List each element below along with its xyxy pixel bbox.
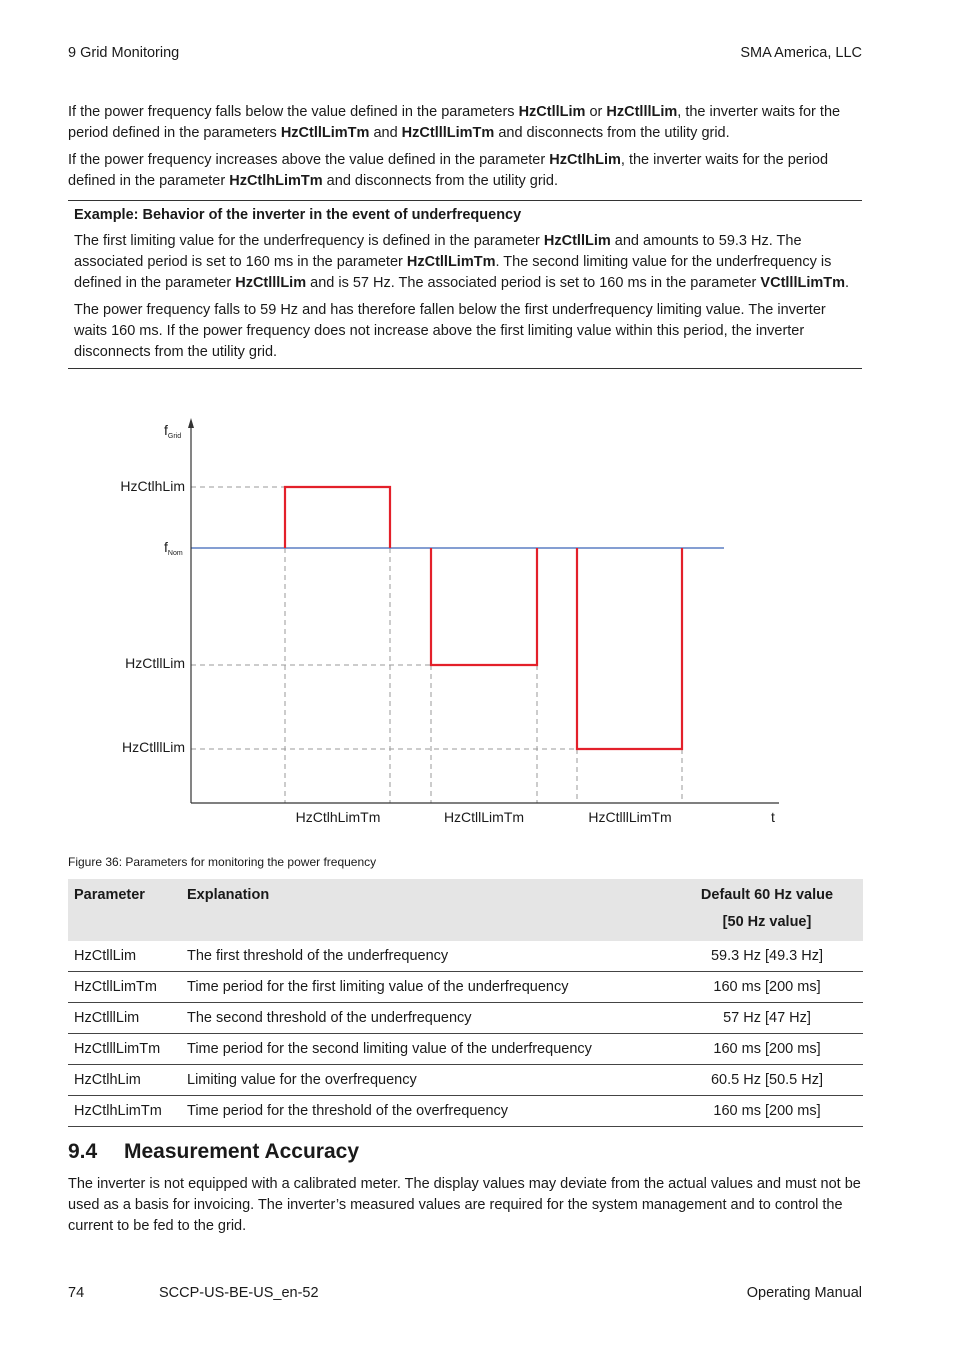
running-header-company: SMA America, LLC — [740, 45, 862, 61]
header-default-line-2: [50 Hz value] — [722, 914, 812, 930]
cell-explanation: The first threshold of the underfrequency — [181, 941, 671, 972]
text-run: and amounts to 59.3 Hz. The associated period is set to 160 ms in the parameter — [74, 233, 802, 270]
table-row — [68, 1034, 863, 1065]
level-label-hzctllim: HzCtllLim — [125, 655, 185, 671]
example-box — [68, 200, 862, 369]
time-label-hzctllimtm: HzCtllLimTm — [443, 809, 525, 825]
table-header-row — [68, 879, 863, 941]
cell-default: 59.3 Hz [49.3 Hz] — [671, 941, 863, 972]
example-paragraph-2: The power frequency falls to 59 Hz and has therefore fallen below the first underfrequency limiting value. The inverter waits 160 ms. If the power frequency does not increase above the first limiting value within this period, the inverter disconnects from the utility grid. — [74, 302, 826, 360]
document-type: Operating Manual — [746, 1285, 862, 1301]
y-axis-label-main: f — [164, 422, 168, 438]
cell-parameter: HzCtlhLim — [68, 1065, 181, 1096]
text-run: . — [845, 275, 850, 291]
cell-explanation: The second threshold of the underfrequency — [181, 1003, 671, 1034]
header-default-line-1: Default 60 Hz value — [700, 887, 834, 903]
cell-default: 60.5 Hz [50.5 Hz] — [671, 1065, 863, 1096]
intro-paragraph-2 — [68, 150, 862, 192]
cell-parameter: HzCtlllLimTm — [68, 1034, 181, 1065]
param-name: VCtlllLimTm — [760, 275, 846, 291]
table-row — [68, 1096, 863, 1127]
text-run: If the power frequency falls below the value defined in the parameters — [68, 104, 519, 120]
second-underfrequency-pulse — [577, 548, 682, 749]
text-run: and — [369, 125, 402, 141]
level-label-hzctlhlim: HzCtlhLim — [120, 478, 185, 494]
time-label-hzctlllimtm: HzCtlllLimTm — [588, 809, 672, 825]
table-row — [68, 941, 863, 972]
param-name: HzCtlhLim — [549, 152, 621, 168]
header-explanation: Explanation — [181, 879, 671, 941]
time-label-hzctlhlimtm: HzCtlhLimTm — [295, 809, 381, 825]
text-run: If the power frequency increases above the value defined in the parameter — [68, 152, 550, 168]
first-underfrequency-pulse — [431, 548, 537, 665]
example-paragraph-1 — [74, 231, 858, 294]
example-title: Example: Behavior of the inverter in the event of underfrequency — [74, 207, 522, 223]
section-heading — [68, 1137, 359, 1167]
document-id: SCCP-US-BE-US_en-52 — [159, 1285, 319, 1301]
param-name: HzCtlhLimTm — [229, 173, 323, 189]
cell-parameter: HzCtlhLimTm — [68, 1096, 181, 1127]
cell-explanation: Limiting value for the overfrequency — [181, 1065, 671, 1096]
text-run: The first limiting value for the underfrequency is defined in the parameter — [74, 233, 544, 249]
cell-explanation: Time period for the second limiting value of the underfrequency — [181, 1034, 671, 1065]
param-name: HzCtllLim — [518, 104, 586, 120]
text-run: or — [585, 104, 607, 120]
intro-text — [68, 102, 862, 198]
cell-explanation: Time period for the threshold of the overfrequency — [181, 1096, 671, 1127]
cell-default: 160 ms [200 ms] — [671, 972, 863, 1003]
text-run: . The second limiting value for the underfrequency is defined in the parameter — [74, 254, 832, 291]
y-axis-label — [164, 422, 181, 440]
table-row — [68, 972, 863, 1003]
parameter-table — [68, 879, 863, 1127]
page-number: 74 — [68, 1285, 85, 1301]
running-header-section: 9 Grid Monitoring — [68, 45, 180, 61]
header-default — [671, 879, 863, 941]
intro-paragraph-1 — [68, 102, 862, 144]
cell-parameter: HzCtlllLim — [68, 1003, 181, 1034]
cell-default: 160 ms [200 ms] — [671, 1096, 863, 1127]
level-label-hzctlllim: HzCtlllLim — [122, 739, 185, 755]
section-number: 9.4 — [68, 1140, 98, 1163]
overfrequency-pulse — [285, 487, 390, 548]
section-title: Measurement Accuracy — [124, 1140, 359, 1163]
param-name: HzCtlllLim — [235, 275, 307, 291]
text-run: and is 57 Hz. The associated period is set to 160 ms in the parameter — [306, 275, 761, 291]
param-name: HzCtlllLimTm — [401, 125, 495, 141]
param-name: HzCtllLimTm — [406, 254, 496, 270]
cell-default: 57 Hz [47 Hz] — [671, 1003, 863, 1034]
cell-parameter: HzCtllLimTm — [68, 972, 181, 1003]
table-row — [68, 1065, 863, 1096]
text-run: and disconnects from the utility grid. — [494, 125, 730, 141]
x-axis-label: t — [771, 809, 775, 825]
text-run: and disconnects from the utility grid. — [322, 173, 558, 189]
fnom-sub: Nom — [167, 550, 183, 557]
level-label-fnom — [164, 539, 183, 557]
y-axis-label-sub: Grid — [167, 433, 182, 440]
y-axis-arrow-icon — [188, 418, 194, 428]
fnom-main: f — [164, 539, 168, 555]
frequency-diagram — [0, 400, 954, 840]
cell-parameter: HzCtllLim — [68, 941, 181, 972]
param-name: HzCtllLimTm — [280, 125, 370, 141]
figure-caption: Figure 36: Parameters for monitoring the power frequency — [68, 855, 377, 869]
param-name: HzCtllLim — [543, 233, 611, 249]
header-parameter: Parameter — [68, 879, 181, 941]
section-body: The inverter is not equipped with a calibrated meter. The display values may deviate from the actual values and must not be used as a basis for invoicing. The inverter’s measured values are required for the system management and to control the current to be fed to the grid. — [68, 1176, 861, 1234]
text-run: , the inverter waits for the period defined in the parameter — [68, 152, 829, 189]
param-name: HzCtlllLim — [606, 104, 678, 120]
table-row — [68, 1003, 863, 1034]
cell-default: 160 ms [200 ms] — [671, 1034, 863, 1065]
cell-explanation: Time period for the first limiting value of the underfrequency — [181, 972, 671, 1003]
text-run: , the inverter waits for the period defined in the parameters — [68, 104, 841, 141]
